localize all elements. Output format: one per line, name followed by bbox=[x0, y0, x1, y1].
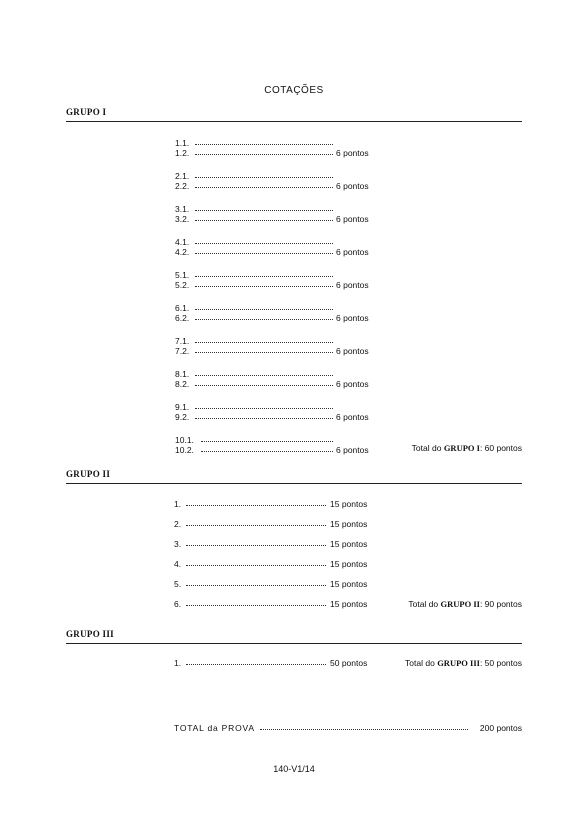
dot-leader bbox=[186, 565, 326, 566]
group-1-total-group: GRUPO I bbox=[443, 443, 480, 453]
group-2-total-suffix: : 90 pontos bbox=[479, 599, 522, 609]
dot-leader bbox=[195, 154, 333, 155]
group-1-item-row bbox=[175, 303, 375, 313]
item-points: 6 pontos bbox=[336, 148, 369, 158]
dot-leader bbox=[195, 210, 333, 211]
dot-leader bbox=[186, 585, 326, 586]
item-number: 10.2. bbox=[175, 445, 194, 455]
group-1-item-row bbox=[175, 346, 375, 356]
total-prova-leader bbox=[260, 729, 468, 730]
page-footer: 140-V1/14 bbox=[273, 764, 315, 774]
item-number: 4. bbox=[174, 559, 182, 569]
group-1-item-row bbox=[175, 313, 375, 323]
dot-leader bbox=[195, 385, 333, 386]
dot-leader bbox=[195, 253, 333, 254]
item-number: 5. bbox=[174, 579, 182, 589]
item-number: 3. bbox=[174, 539, 182, 549]
dot-leader bbox=[186, 545, 326, 546]
group-1-item-row bbox=[175, 336, 375, 346]
item-points: 6 pontos bbox=[336, 280, 369, 290]
group-1-item-row bbox=[175, 445, 375, 455]
group-3-total bbox=[405, 658, 522, 668]
item-number: 2.1. bbox=[175, 171, 190, 181]
item-points: 15 pontos bbox=[330, 559, 368, 569]
grupo3-item-row bbox=[174, 658, 374, 668]
group-1-item-row bbox=[175, 412, 375, 422]
item-number: 1.2. bbox=[175, 148, 190, 158]
dot-leader bbox=[195, 309, 333, 310]
grupo2-item-row bbox=[174, 559, 374, 569]
group-3-heading: GRUPO III bbox=[66, 629, 522, 644]
item-number: 8.2. bbox=[175, 379, 190, 389]
item-number: 8.1. bbox=[175, 369, 190, 379]
dot-leader bbox=[195, 276, 333, 277]
item-number: 9.2. bbox=[175, 412, 190, 422]
group-1-item-row bbox=[175, 402, 375, 412]
dot-leader bbox=[186, 525, 326, 526]
dot-leader bbox=[195, 418, 333, 419]
group-1-total-suffix: : 60 pontos bbox=[479, 443, 522, 453]
dot-leader bbox=[186, 605, 326, 606]
dot-leader bbox=[195, 177, 333, 178]
group-1-item-row bbox=[175, 247, 375, 257]
group-1-item-row bbox=[175, 148, 375, 158]
dot-leader bbox=[201, 451, 333, 452]
dot-leader bbox=[195, 352, 333, 353]
dot-leader bbox=[195, 144, 333, 145]
dot-leader bbox=[195, 220, 333, 221]
group-1-item-row bbox=[175, 138, 375, 148]
item-number: 7.2. bbox=[175, 346, 190, 356]
item-number: 5.1. bbox=[175, 270, 190, 280]
dot-leader bbox=[201, 441, 333, 442]
item-points: 6 pontos bbox=[336, 313, 369, 323]
item-number: 10.1. bbox=[175, 435, 194, 445]
dot-leader bbox=[195, 408, 333, 409]
group-1-item-row bbox=[175, 214, 375, 224]
total-prova-points: 200 pontos bbox=[479, 723, 522, 733]
group-2-total-prefix: Total do bbox=[408, 599, 441, 609]
total-prova-label: TOTAL da PROVA bbox=[174, 723, 255, 733]
group-1-item-row bbox=[175, 237, 375, 247]
group-1-item-row bbox=[175, 204, 375, 214]
dot-leader bbox=[195, 375, 333, 376]
item-number: 7.1. bbox=[175, 336, 190, 346]
grupo2-item-row bbox=[174, 579, 374, 589]
item-points: 15 pontos bbox=[330, 579, 368, 589]
item-points: 6 pontos bbox=[336, 247, 369, 257]
grupo2-item-row bbox=[174, 499, 374, 509]
dot-leader bbox=[195, 319, 333, 320]
item-points: 6 pontos bbox=[336, 445, 369, 455]
item-number: 6. bbox=[174, 599, 182, 609]
grupo2-item-row bbox=[174, 519, 374, 529]
item-points: 15 pontos bbox=[330, 599, 368, 609]
item-number: 6.1. bbox=[175, 303, 190, 313]
item-points: 6 pontos bbox=[336, 181, 369, 191]
dot-leader bbox=[186, 664, 326, 665]
group-1-item-row bbox=[175, 280, 375, 290]
group-1-heading: GRUPO I bbox=[66, 107, 522, 122]
group-2-heading: GRUPO II bbox=[66, 469, 522, 484]
item-points: 6 pontos bbox=[336, 412, 369, 422]
item-number: 1. bbox=[174, 658, 182, 668]
group-1-item-row bbox=[175, 369, 375, 379]
group-1-item-row bbox=[175, 379, 375, 389]
item-points: 6 pontos bbox=[336, 214, 369, 224]
dot-leader bbox=[195, 243, 333, 244]
item-points: 15 pontos bbox=[330, 499, 368, 509]
grupo2-item-row bbox=[174, 539, 374, 549]
item-number: 2. bbox=[174, 519, 182, 529]
item-number: 1. bbox=[174, 499, 182, 509]
total-prova-line bbox=[174, 723, 522, 735]
page-title: COTAÇÕES bbox=[264, 85, 324, 96]
item-points: 15 pontos bbox=[330, 519, 368, 529]
dot-leader bbox=[195, 286, 333, 287]
dot-leader bbox=[195, 342, 333, 343]
item-number: 5.2. bbox=[175, 280, 190, 290]
item-points: 50 pontos bbox=[330, 658, 368, 668]
item-number: 1.1. bbox=[175, 138, 190, 148]
item-number: 3.2. bbox=[175, 214, 190, 224]
item-points: 6 pontos bbox=[336, 346, 369, 356]
item-number: 6.2. bbox=[175, 313, 190, 323]
dot-leader bbox=[186, 505, 326, 506]
group-1-item-row bbox=[175, 171, 375, 181]
group-1-total-prefix: Total do bbox=[411, 443, 444, 453]
item-number: 9.1. bbox=[175, 402, 190, 412]
dot-leader bbox=[195, 187, 333, 188]
group-1-item-row bbox=[175, 435, 375, 445]
group-2-total-group: GRUPO II bbox=[440, 599, 480, 609]
group-2-total bbox=[408, 599, 522, 609]
group-3-total-suffix: : 50 pontos bbox=[479, 658, 522, 668]
item-points: 6 pontos bbox=[336, 379, 369, 389]
item-number: 4.1. bbox=[175, 237, 190, 247]
group-3-total-group: GRUPO III bbox=[437, 658, 480, 668]
item-points: 15 pontos bbox=[330, 539, 368, 549]
group-1-total bbox=[412, 443, 522, 453]
group-1-item-row bbox=[175, 270, 375, 280]
group-3-total-prefix: Total do bbox=[405, 658, 438, 668]
grupo2-item-row bbox=[174, 599, 374, 609]
group-1-item-row bbox=[175, 181, 375, 191]
item-number: 4.2. bbox=[175, 247, 190, 257]
item-number: 3.1. bbox=[175, 204, 190, 214]
item-number: 2.2. bbox=[175, 181, 190, 191]
